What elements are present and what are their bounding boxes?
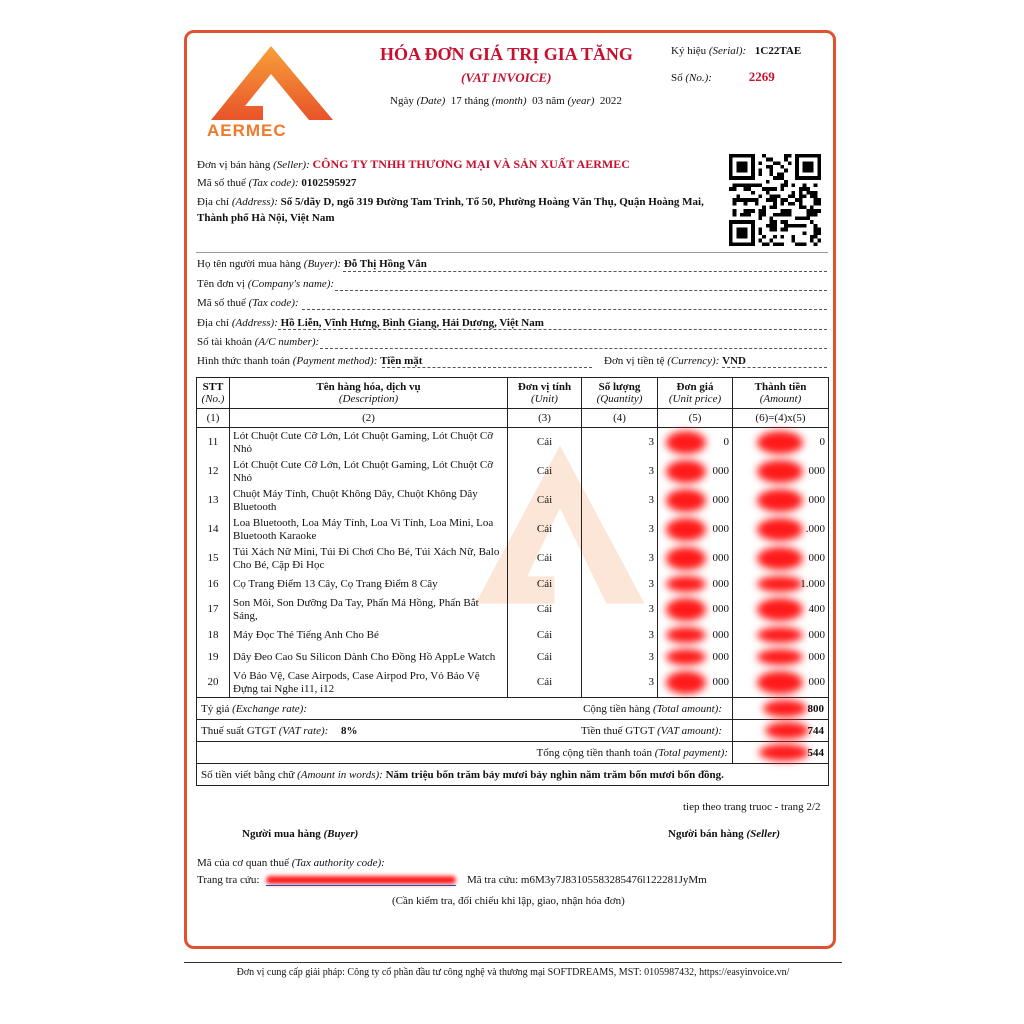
buyer-name-field: Họ tên người mua hàng (Buyer): Đỗ Thị Hồng Vân (197, 258, 427, 270)
row-unit-price: 000 (658, 573, 733, 595)
row-unit-price: 000 (658, 457, 733, 486)
header-cell: Số lượng (Quantity) (582, 378, 658, 409)
redaction-mark (666, 576, 706, 592)
table-header-row (197, 378, 829, 409)
row-quantity: 3 (582, 428, 658, 458)
row-unit: Cái (508, 486, 582, 515)
redaction-mark (757, 431, 803, 454)
seller-signature-label: Người bán hàng (Seller) (668, 828, 781, 840)
row-description: Túi Xách Nữ Mini, Túi Đi Chơi Cho Bé, Túi Xách Nữ, Balo Cho Bé, Cặp Đi Học (230, 544, 508, 573)
row-description: Vỏ Bảo Vệ, Case Airpods, Case Airpod Pro, Vỏ Bảo Vệ Đựng tai Nghe i11, i12 (230, 668, 508, 697)
redaction-mark (757, 547, 803, 570)
currency-dots (722, 367, 827, 368)
row-quantity: 3 (582, 595, 658, 624)
row-quantity: 3 (582, 573, 658, 595)
row-amount: 000 (733, 624, 829, 646)
row-unit-price: 0 (658, 428, 733, 458)
buyer-address-dots (278, 329, 827, 330)
total-payment-row: Tổng cộng tiền thanh toán (Total payment): 544 (197, 742, 829, 764)
redaction-mark (666, 598, 706, 621)
row-description: Chuột Máy Tính, Chuột Không Dây, Chuột Không Dây Bluetooth (230, 486, 508, 515)
serial-field: Ký hiệu (Serial): 1C22TAE (671, 45, 802, 57)
total-payment-cell: 544 (733, 742, 829, 764)
redaction-mark (757, 518, 803, 541)
solution-provider: Đơn vị cung cấp giải pháp: Công ty cổ phần đầu tư công nghệ và thương mại SOFTDREAMS, MST: 0105987432, https://easyinvoice.vn/ (184, 962, 842, 978)
header-cell: Đơn vị tính (Unit) (508, 378, 582, 409)
row-quantity: 3 (582, 668, 658, 697)
row-description: Son Môi, Son Dưỡng Da Tay, Phấn Má Hồng, Phấn Bắt Sáng, (230, 595, 508, 624)
row-description: Máy Đọc Thẻ Tiếng Anh Cho Bé (230, 624, 508, 646)
row-amount: 1.000 (733, 573, 829, 595)
seller-address-field: Địa chỉ (Address): Số 5/dãy D, ngõ 319 Đường Tam Trinh, Tổ 50, Phường Hoàng Văn Thụ, Quận Hoàng Mai, (197, 196, 704, 208)
vat-amount-cell: 744 (733, 720, 829, 742)
invoice-title: HÓA ĐƠN GIÁ TRỊ GIA TĂNG (380, 44, 633, 64)
table-row (197, 486, 829, 515)
redaction-mark (759, 744, 809, 761)
items-table (196, 377, 829, 697)
company-dots (335, 290, 827, 291)
check-note: (Cần kiểm tra, đối chiếu khi lập, giao, nhận hóa đơn) (392, 895, 625, 907)
table-row (197, 428, 829, 458)
row-unit: Cái (508, 457, 582, 486)
row-amount: 0 (733, 428, 829, 458)
invoice-no-field: Số (No.): 2269 (671, 69, 775, 84)
column-number: (5) (658, 409, 733, 428)
header-cell: Thành tiền (Amount) (733, 378, 829, 409)
row-quantity: 3 (582, 544, 658, 573)
redaction-mark (666, 489, 706, 512)
buyer-tax-field: Mã số thuế (Tax code): (197, 297, 299, 309)
row-unit: Cái (508, 573, 582, 595)
redaction-mark (666, 649, 706, 665)
redaction-mark (757, 627, 803, 643)
tax-authority-code: Mã của cơ quan thuế (Tax authority code): (197, 857, 385, 869)
table-row (197, 624, 829, 646)
row-unit: Cái (508, 544, 582, 573)
row-unit: Cái (508, 646, 582, 668)
payment-dots (382, 367, 592, 368)
column-number: (4) (582, 409, 658, 428)
redaction-mark (765, 722, 809, 739)
row-amount: 000 (733, 457, 829, 486)
table-row (197, 668, 829, 697)
table-row (197, 573, 829, 595)
redaction-mark (757, 649, 803, 665)
vat-row: Thuế suất GTGT (VAT rate): 8% Tiền thuế GTGT (VAT amount): 744 (197, 720, 829, 742)
seller-name-field: Đơn vị bán hàng (Seller): CÔNG TY TNHH THƯƠNG MẠI VÀ SẢN XUẤT AERMEC (197, 157, 630, 171)
buyer-name-dots (343, 271, 827, 272)
redaction-mark (666, 627, 706, 643)
total-amount-row: Tỷ giá (Exchange rate): Cộng tiền hàng (Total amount): 800 (197, 698, 829, 720)
row-amount: 000 (733, 668, 829, 697)
currency-field: Đơn vị tiền tệ (Currency): VND (604, 355, 746, 367)
seller-address-line2: Thành phố Hà Nội, Việt Nam (197, 212, 335, 224)
row-number: 13 (197, 486, 230, 515)
row-description: Lót Chuột Cute Cỡ Lớn, Lót Chuột Gaming, Lót Chuột Cỡ Nhỏ (230, 457, 508, 486)
table-row (197, 457, 829, 486)
redaction-mark (666, 547, 706, 570)
table-row (197, 595, 829, 624)
row-amount: .000 (733, 515, 829, 544)
seller-tax-field: Mã số thuế (Tax code): 0102595927 (197, 177, 357, 189)
lookup-code: Mã tra cứu: m6M3y7J83105583285476l122281JyMm (467, 874, 707, 886)
qr-code (729, 154, 821, 246)
row-unit-price: 000 (658, 544, 733, 573)
redaction-mark (757, 671, 803, 694)
company-field: Tên đơn vị (Company's name): (197, 278, 335, 290)
redaction-mark (757, 598, 803, 621)
redaction-mark (666, 460, 706, 483)
row-number: 15 (197, 544, 230, 573)
table-row (197, 515, 829, 544)
buyer-address-field: Địa chỉ (Address): Hồ Liễn, Vĩnh Hưng, Bình Giang, Hải Dương, Việt Nam (197, 317, 544, 329)
buyer-signature-label: Người mua hàng (Buyer) (242, 828, 359, 840)
row-unit: Cái (508, 595, 582, 624)
redaction-mark (757, 576, 803, 592)
row-number: 18 (197, 624, 230, 646)
table-row (197, 646, 829, 668)
row-amount: 400 (733, 595, 829, 624)
row-number: 12 (197, 457, 230, 486)
header-cell: Đơn giá (Unit price) (658, 378, 733, 409)
section-divider (196, 252, 828, 253)
aermec-logo (205, 44, 337, 140)
amount-in-words-row: Số tiền viết bằng chữ (Amount in words): Năm triệu bốn trăm bảy mươi bảy nghìn năm trăm bốn mươi bốn đồng. (197, 764, 829, 786)
row-quantity: 3 (582, 515, 658, 544)
redaction-mark (666, 671, 706, 694)
row-unit-price: 000 (658, 624, 733, 646)
lookup-link[interactable] (266, 876, 456, 885)
account-dots (320, 348, 827, 349)
row-unit: Cái (508, 668, 582, 697)
column-number: (1) (197, 409, 230, 428)
row-description: Loa Bluetooth, Loa Máy Tính, Loa Vi Tính, Loa Mini, Loa Bluetooth Karaoke (230, 515, 508, 544)
row-unit-price: 000 (658, 515, 733, 544)
redaction-mark (666, 431, 706, 454)
page-continuation: tiep theo trang truoc - trang 2/2 (683, 801, 821, 813)
row-description: Cọ Trang Điểm 13 Cây, Cọ Trang Điểm 8 Cây (230, 573, 508, 595)
column-number: (3) (508, 409, 582, 428)
row-unit-price: 000 (658, 486, 733, 515)
row-number: 16 (197, 573, 230, 595)
row-unit-price: 000 (658, 646, 733, 668)
row-number: 14 (197, 515, 230, 544)
row-quantity: 3 (582, 486, 658, 515)
invoice-date: Ngày (Date) 17 tháng (month) 03 năm (year) 2022 (390, 95, 622, 107)
payment-method-field: Hình thức thanh toán (Payment method): Tiền mặt (197, 355, 423, 367)
row-number: 19 (197, 646, 230, 668)
row-number: 20 (197, 668, 230, 697)
invoice-subtitle: (VAT INVOICE) (461, 70, 552, 85)
row-amount: 000 (733, 646, 829, 668)
row-unit: Cái (508, 624, 582, 646)
redaction-mark (757, 460, 803, 483)
row-unit: Cái (508, 428, 582, 458)
row-unit-price: 000 (658, 595, 733, 624)
row-unit: Cái (508, 515, 582, 544)
total-amount-cell: 800 (733, 698, 829, 720)
redaction-mark (763, 700, 807, 717)
summary-table (196, 697, 829, 786)
row-unit-price: 000 (658, 668, 733, 697)
redaction-mark (266, 876, 456, 884)
column-number-row (197, 409, 829, 428)
lookup-page: Trang tra cứu: (197, 874, 260, 886)
row-quantity: 3 (582, 646, 658, 668)
row-quantity: 3 (582, 457, 658, 486)
row-amount: 000 (733, 486, 829, 515)
account-field: Số tài khoản (A/C number): (197, 336, 320, 348)
header-cell: STT (No.) (197, 378, 230, 409)
column-number: (6)=(4)x(5) (733, 409, 829, 428)
logo-text: AERMEC (207, 121, 287, 140)
column-number: (2) (230, 409, 508, 428)
row-number: 17 (197, 595, 230, 624)
header-cell: Tên hàng hóa, dịch vụ (Description) (230, 378, 508, 409)
redaction-mark (666, 518, 706, 541)
row-quantity: 3 (582, 624, 658, 646)
buyer-tax-dots (302, 309, 827, 310)
row-amount: 000 (733, 544, 829, 573)
row-number: 11 (197, 428, 230, 458)
row-description: Lót Chuột Cute Cỡ Lớn, Lót Chuột Gaming, Lót Chuột Cỡ Nhỏ (230, 428, 508, 458)
redaction-mark (757, 489, 803, 512)
row-description: Dây Đeo Cao Su Silicon Dành Cho Đồng Hồ AppLe Watch (230, 646, 508, 668)
table-row (197, 544, 829, 573)
